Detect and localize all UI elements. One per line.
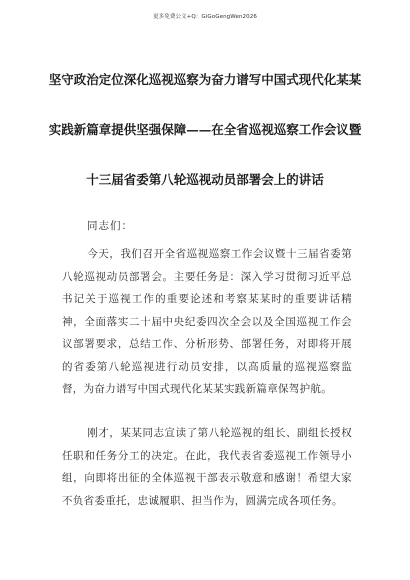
title-line-2: 实践新篇章提供坚强保障——在全省巡视巡察工作会议暨 (48, 122, 362, 137)
paragraph-1-text: 今天，我们召开全省巡视巡察工作会议暨十三届省委第八轮巡视动员部署会。主要任务是：深入学习贯彻习近平总书记关于巡视工作的重要论述和考察某某时的重要讲话精神，全面落实二十届中央纪委四次全会以及全国巡视工作会议部署要求，总结工作、分析形势、部署任务，对即将开展的省委第八轮巡视进行动员安排，以高质量的巡视巡察监督，为奋力谱写中国式现代化某某实践新篇章保驾护航。 (62, 248, 352, 395)
title-line-3: 十三届省委第八轮巡视动员部署会上的讲话 (86, 172, 324, 187)
title-line-1: 坚守政治定位深化巡视巡察为奋力谱写中国式现代化某某 (48, 72, 362, 87)
paragraph-1 (62, 243, 352, 401)
paragraph-2 (62, 422, 352, 512)
header-note: 更多免费公文+Q：GiGoGengWen2026 (153, 14, 257, 20)
greeting: 同志们： (87, 220, 133, 232)
paragraph-2-text: 刚才，某某同志宣读了第八轮巡视的组长、副组长授权任职和任务分工的决定。在此，我代表省委巡视工作领导小组，向即将出征的全体巡视干部表示敬意和感谢！希望大家不负省委重托，忠诚履职、担当作为，圆满完成各项任务。 (62, 427, 352, 507)
